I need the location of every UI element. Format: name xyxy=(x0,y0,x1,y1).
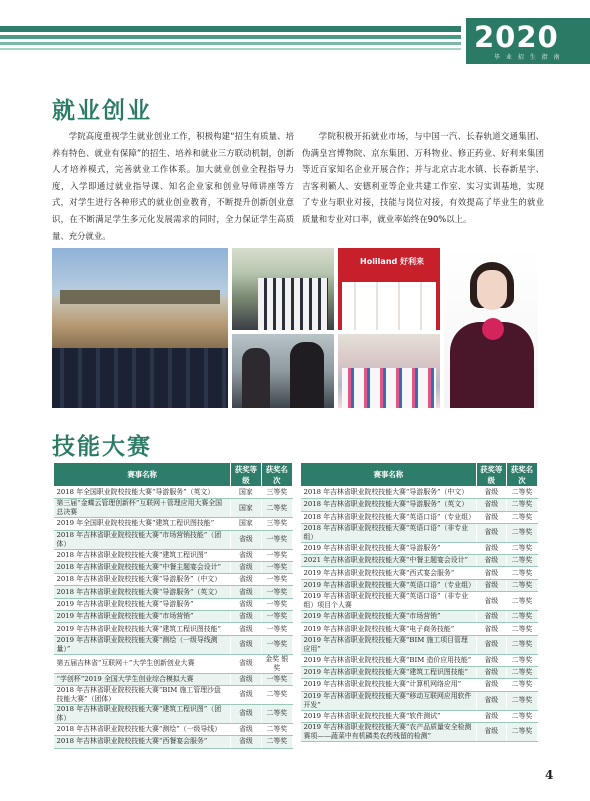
table-row xyxy=(301,654,538,666)
table-row xyxy=(301,611,538,623)
award-rank: 二等奖 xyxy=(261,736,292,748)
table-row xyxy=(54,574,293,586)
bakery-chefs-photo xyxy=(338,248,440,330)
award-level: 省级 xyxy=(231,530,261,549)
award-name: 2018 年吉林省职业院校技能大赛“中餐主题宴会设计” xyxy=(54,561,231,573)
table-row xyxy=(54,635,293,654)
table-row xyxy=(54,623,293,635)
award-level: 省级 xyxy=(231,635,261,654)
award-rank: 一等奖 xyxy=(261,623,292,635)
award-name: 2019 年吉林省职业院校技能大赛“BIM 施工项目管理应用” xyxy=(301,635,477,654)
award-rank: 一等奖 xyxy=(261,549,292,561)
award-rank: 二等奖 xyxy=(506,499,537,511)
table-header-rank: 获奖名次 xyxy=(261,463,292,487)
award-rank: 二等奖 xyxy=(261,499,292,518)
table-row xyxy=(301,511,538,523)
table-row xyxy=(54,549,293,561)
award-name: 2019 年吉林省职业院校技能大赛“计算机网络应用” xyxy=(301,679,477,691)
employment-paragraph-right: 学院积极开拓就业市场，与中国一汽、长春轨道交通集团、伪满皇宫博物院、京东集团、万科物业、修正药业、好利来集团等近百家知名企业开展合作；并与北京古北水镇、长春新星宇、吉客利籁人、安德利亚等企业共建工作室、实习实训基地，实现了专业与职业对接，技能与岗位对接，有效提高了毕业生的就业质量和专业对口率，就业率始终在90%以上。 xyxy=(302,131,544,224)
award-rank: 三等奖 xyxy=(261,487,292,499)
table-row xyxy=(301,679,538,691)
bakery-logo-text: Holiland 好利来 xyxy=(360,257,425,266)
table-row xyxy=(301,592,538,611)
award-level: 省级 xyxy=(476,666,506,678)
award-rank: 一等奖 xyxy=(261,673,292,685)
award-name: 2018 年吉林省职业院校技能大赛“建筑工程识图” xyxy=(54,549,231,561)
header-stripe xyxy=(0,42,461,45)
table-row xyxy=(54,673,293,685)
award-level: 省级 xyxy=(476,579,506,591)
table-row xyxy=(301,710,538,722)
award-name: 2018 年吉林省职业院校技能大赛“英语口语”（非专业组） xyxy=(301,523,477,542)
award-level: 省级 xyxy=(231,654,261,673)
award-rank: 二等奖 xyxy=(506,611,537,623)
award-name: 2018 年吉林省职业院校技能大赛“测绘”（一级导线） xyxy=(54,723,231,735)
table-row xyxy=(301,555,538,567)
employment-paragraph-left: 学院高度重视学生就业创业工作，积极构建“招生有质量、培养有特色、就业有保障”的招生、培养和就业三方联动机制，创新人才培养模式，完善就业工作体系。加大就业创业全程指导力度，入学即通过就业指导课、知名企业家和创业导师讲座等方式，对学生进行各种形式的就业创业教育，不断提升创新创业意识，在不断满足学生多元化发展需求的同时，全力保证学生高质量、充分就业。 xyxy=(52,131,294,241)
table-row xyxy=(301,487,538,499)
table-row xyxy=(301,542,538,554)
award-level: 省级 xyxy=(231,723,261,735)
award-name: 2018 年吉林省职业院校技能大赛“导游服务”（中文） xyxy=(54,574,231,586)
award-rank: 二等奖 xyxy=(506,567,537,579)
award-rank: 二等奖 xyxy=(506,710,537,722)
award-name: 2019 年吉林省职业院校技能大赛“电子商务技能” xyxy=(301,623,477,635)
award-level: 省级 xyxy=(231,673,261,685)
year-badge xyxy=(466,18,590,64)
table-header-name: 赛事名称 xyxy=(54,463,231,487)
table-row xyxy=(54,487,293,499)
award-level: 省级 xyxy=(231,574,261,586)
award-level: 省级 xyxy=(476,542,506,554)
table-row xyxy=(54,530,293,549)
award-rank: 一等奖 xyxy=(261,586,292,598)
table-row xyxy=(54,685,293,704)
award-rank: 二等奖 xyxy=(506,722,537,741)
award-level: 国家 xyxy=(231,487,261,499)
award-rank: 一等奖 xyxy=(261,635,292,654)
award-rank: 二等奖 xyxy=(506,511,537,523)
award-name: 2019 年吉林省职业院校技能大赛“英语口语”（非专业组）项目个人赛 xyxy=(301,592,477,611)
table-header-name: 赛事名称 xyxy=(301,463,477,487)
award-name: 第三届“金蝶云管理创新杯”互联网＋管理应用大赛全国总决赛 xyxy=(54,499,231,518)
award-name: 2019 年吉林省职业院校技能大赛“建筑工程识图技能” xyxy=(54,623,231,635)
table-row xyxy=(54,736,293,748)
table-row xyxy=(54,499,293,518)
award-rank: 一等奖 xyxy=(261,598,292,610)
award-level: 省级 xyxy=(476,555,506,567)
award-level: 国家 xyxy=(231,518,261,530)
page-number: 4 xyxy=(545,768,554,782)
section-title-skills: 技能大赛 xyxy=(52,434,152,460)
table-header-level: 获奖等级 xyxy=(231,463,261,487)
award-rank: 二等奖 xyxy=(506,623,537,635)
award-rank: 一等奖 xyxy=(261,530,292,549)
table-row xyxy=(54,561,293,573)
award-name: 2019 年吉林省职业院校技能大赛“移动互联网应用软件开发” xyxy=(301,691,477,710)
table-header-level: 获奖等级 xyxy=(476,463,506,487)
award-rank: 二等奖 xyxy=(506,635,537,654)
award-level: 省级 xyxy=(231,586,261,598)
award-rank: 一等奖 xyxy=(261,574,292,586)
award-name: 2019 年吉林省职业院校技能大赛“BIM 造价应用技能” xyxy=(301,654,477,666)
award-name: 2021 年吉林省职业院校技能大赛“中餐主题宴会设计” xyxy=(301,555,477,567)
table-row xyxy=(301,499,538,511)
award-name: 2019 年吉林省职业院校技能大赛“测绘（一级导线测量）” xyxy=(54,635,231,654)
table-row xyxy=(301,722,538,741)
table-row xyxy=(301,579,538,591)
award-name: 2018 年全国职业院校技能大赛“导游服务”（英文） xyxy=(54,487,231,499)
table-row xyxy=(54,518,293,530)
award-name: 2019 年吉林省职业院校技能大赛“市场营销” xyxy=(301,611,477,623)
award-name: 2019 年吉林省职业院校技能大赛“英语口语”（专业组） xyxy=(301,579,477,591)
award-level: 省级 xyxy=(476,623,506,635)
award-rank: 金奖 银奖 xyxy=(261,654,292,673)
award-level: 省级 xyxy=(476,487,506,499)
table-row xyxy=(54,723,293,735)
award-name: 2018 年吉林省职业院校技能大赛“建筑工程识图”（团体） xyxy=(54,704,231,723)
award-level: 省级 xyxy=(476,499,506,511)
table-row xyxy=(301,666,538,678)
award-name: 2018 年吉林省职业院校技能大赛“导游服务”（中文） xyxy=(301,487,477,499)
table-row xyxy=(54,704,293,723)
campus-parade-photo xyxy=(52,248,228,408)
award-level: 省级 xyxy=(231,598,261,610)
award-rank: 二等奖 xyxy=(261,723,292,735)
award-name: 2019 年吉林省职业院校技能大赛“建筑工程识图技能” xyxy=(301,666,477,678)
table-row xyxy=(301,567,538,579)
header-stripe xyxy=(0,35,461,39)
award-level: 省级 xyxy=(476,710,506,722)
table-row xyxy=(301,523,538,542)
flight-attendant-photo xyxy=(444,248,538,408)
award-name: 2019 年全国职业院校技能大赛“建筑工程识图技能” xyxy=(54,518,231,530)
award-name: 2018 年吉林省职业院校技能大赛“BIM 施工管理沙盘技能大赛”（团体） xyxy=(54,685,231,704)
award-level: 省级 xyxy=(231,685,261,704)
table-row xyxy=(54,611,293,623)
award-name: 2018 年吉林省职业院校技能大赛“西餐宴会服务” xyxy=(54,736,231,748)
award-rank: 二等奖 xyxy=(506,555,537,567)
award-level: 省级 xyxy=(476,611,506,623)
award-level: 省级 xyxy=(231,736,261,748)
table-row xyxy=(54,598,293,610)
award-level: 省级 xyxy=(476,635,506,654)
award-name: 2018 年吉林省职业院校技能大赛“市场营销技能”（团体） xyxy=(54,530,231,549)
header-stripe xyxy=(0,48,461,50)
award-level: 国家 xyxy=(231,499,261,518)
award-rank: 二等奖 xyxy=(261,685,292,704)
training-photo xyxy=(232,248,334,330)
award-level: 省级 xyxy=(476,654,506,666)
page-header xyxy=(0,0,590,72)
award-rank: 二等奖 xyxy=(506,679,537,691)
section-title-employment: 就业创业 xyxy=(52,98,152,124)
award-level: 省级 xyxy=(231,561,261,573)
award-name: 2019 年吉林省职业院校技能大赛“农产品质量安全检测赛项——蔬菜中有机磷类农药残留的检测” xyxy=(301,722,477,741)
award-rank: 二等奖 xyxy=(506,579,537,591)
award-name: 2019 年吉林省职业院校技能大赛“西式宴会服务” xyxy=(301,567,477,579)
award-level: 省级 xyxy=(231,611,261,623)
awards-table-right xyxy=(300,462,538,742)
award-rank: 二等奖 xyxy=(506,487,537,499)
award-level: 省级 xyxy=(476,679,506,691)
table-row xyxy=(301,635,538,654)
award-rank: 二等奖 xyxy=(506,523,537,542)
award-rank: 三等奖 xyxy=(261,518,292,530)
award-name: “学创杯”2019 全国大学生创业综合模拟大赛 xyxy=(54,673,231,685)
award-rank: 二等奖 xyxy=(506,542,537,554)
award-name: 2018 年吉林省职业院校技能大赛“导游服务”（英文） xyxy=(54,586,231,598)
award-level: 省级 xyxy=(476,523,506,542)
award-name: 第五届吉林省“互联网＋”大学生创新创业大赛 xyxy=(54,654,231,673)
award-level: 省级 xyxy=(476,511,506,523)
award-level: 省级 xyxy=(476,592,506,611)
award-name: 2019 年吉林省职业院校技能大赛“导游服务” xyxy=(54,598,231,610)
table-row xyxy=(54,586,293,598)
award-name: 2018 年吉林省职业院校技能大赛“英语口语”（专业组） xyxy=(301,511,477,523)
award-name: 2019 年吉林省职业院校技能大赛“导游服务” xyxy=(301,542,477,554)
award-level: 省级 xyxy=(231,704,261,723)
kindergarten-photo xyxy=(338,334,440,408)
award-level: 省级 xyxy=(231,623,261,635)
award-level: 省级 xyxy=(476,567,506,579)
award-name: 2018 年吉林省职业院校技能大赛“导游服务”（英文） xyxy=(301,499,477,511)
header-stripe xyxy=(0,26,461,32)
guide-subtitle: 毕 业 招 生 指 南 xyxy=(494,54,562,61)
award-rank: 二等奖 xyxy=(261,704,292,723)
year-text: 2020 xyxy=(474,20,559,54)
award-rank: 二等奖 xyxy=(506,592,537,611)
award-name: 2019 年吉林省职业院校技能大赛“市场营销” xyxy=(54,611,231,623)
award-name: 2019 年吉林省职业院校技能大赛“软件测试” xyxy=(301,710,477,722)
award-rank: 二等奖 xyxy=(506,654,537,666)
award-level: 省级 xyxy=(476,691,506,710)
awards-table-left xyxy=(53,462,293,749)
table-row xyxy=(301,623,538,635)
interview-photo xyxy=(232,334,334,408)
award-level: 省级 xyxy=(231,549,261,561)
award-rank: 一等奖 xyxy=(261,561,292,573)
award-rank: 二等奖 xyxy=(506,691,537,710)
award-level: 省级 xyxy=(476,722,506,741)
table-row xyxy=(54,654,293,673)
award-rank: 一等奖 xyxy=(261,611,292,623)
award-rank: 二等奖 xyxy=(506,666,537,678)
table-header-rank: 获奖名次 xyxy=(506,463,537,487)
table-row xyxy=(301,691,538,710)
